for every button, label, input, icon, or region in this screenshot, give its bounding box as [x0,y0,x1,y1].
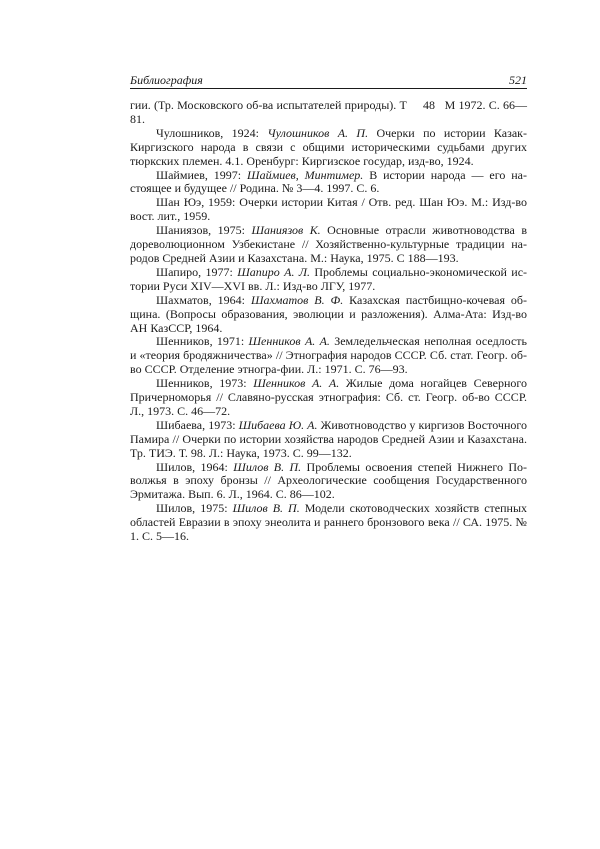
entry-text: Казахская пастбищно-кочевая община. (Вопросы образования, эволюции и разложения). Алма-Ата: Изд-во АН КазССР, 1964. [130,292,528,335]
entry-text: Основные отрасли животноводства в дореволюционном Узбекистане // Хозяйственно-культурные традиции народов Средней Азии и Казахстана. М.: Наука, 1975. С 188—193. [130,223,528,265]
bibliography-entry [130,196,527,224]
entry-text: Животноводство у киргизов Восточного Памира // Очерки по истории хозяйства народов Средней Азии и Казахстана. Тр. ТИЭ. Т. 98. Л.: Наука, 1973. С. 99—132. [130,417,527,460]
entry-author: Шапиро А. Л. [237,264,310,279]
entry-text: В истории народа — его настоящее и будущее // Родина. № 3—4. 1997. С. 6. [130,167,528,196]
bibliography-entry [130,461,527,503]
entry-author: Шилов В. П. [232,501,300,516]
bibliography-list [130,99,527,544]
entry-text: Модели скотоводческих хозяйств степных областей Евразии в эпоху энеолита и раннего бронзового века // СА. 1975. № 1. С. 5—16. [130,501,528,544]
bibliography-entry [130,224,527,266]
entry-author: Шенников А. А. [248,334,330,349]
entry-key: Шибаева, 1973: [156,417,236,432]
entry-author: Шилов В. П. [233,459,302,474]
entry-text: гии. (Тр. Московского об-ва испытателей природы). Т 48 М 1972. С. 66—81. [130,98,527,126]
entry-author: Шибаева Ю. А. [238,417,318,432]
entry-key: Шаймиев, 1997: [156,167,242,182]
entry-key: Шапиро, 1977: [156,264,233,279]
entry-key: Чулошников, 1924: [156,125,259,140]
entry-text: Очерки истории Китая / Отв. ред. Шан Юэ. М.: Изд-во вост. лит., 1959. [130,195,527,224]
entry-key: Шаниязов, 1975: [156,223,245,238]
entry-text: Земледельческая неполная оседлость и «теория бродяжничества» // Этнография народов СССР. Сб. стат. Геогр. об-во СССР. Отделение этногра-фии. Л.: 1971. С. 76—93. [130,334,528,377]
entry-text: Проблемы освоения степей Нижнего Поволжья в эпоху бронзы // Археологические сообщения Государственного Эрмитажа. Вып. 6. Л., 1964. С. 86—102. [130,459,528,502]
entry-author: Чулошников А. П. [267,125,369,140]
running-header [130,73,527,87]
entry-author: Шаниязов К. [251,223,321,238]
entry-key: Шилов, 1975: [156,501,228,516]
entry-text: Очерки по истории Казак-Киргизского народа в связи с общими историческими судьбами других тюркских племен. 4.1. Оренбург: Киргизское государ, изд-во, 1924. [130,125,527,168]
entry-author: Шаймиев, Минтимер. [247,167,364,182]
entry-text: Проблемы социально-экономической истории Руси XIV—XVI вв. Л.: Изд-во ЛГУ, 1977. [130,264,528,293]
bibliography-entry [130,335,527,377]
entry-key: Шенников, 1973: [156,376,247,391]
entry-key: Шан Юэ, 1959: [156,195,236,210]
header-rule [130,88,527,89]
bibliography-entry [130,502,527,544]
bibliography-entry [130,99,527,127]
entry-text: Жилые дома ногайцев Северного Причерноморья // Славяно-русская этнография: Сб. ст. Геогр. об-во СССР. Л., 1973. С. 46—72. [130,376,528,418]
entry-author: Шенников А. А. [253,376,340,391]
bibliography-entry [130,377,527,419]
bibliography-entry [130,127,527,169]
bibliography-entry [130,169,527,197]
bibliography-entry [130,294,527,336]
entry-key: Шилов, 1964: [156,459,228,474]
page-number: 521 [509,73,527,87]
bibliography-entry [130,266,527,294]
bibliography-entry [130,419,527,461]
entry-author: Шахматов В. Ф. [250,292,344,307]
header-title: Библиография [130,73,203,87]
entry-key: Шенников, 1971: [156,334,245,349]
entry-key: Шахматов, 1964: [156,292,245,307]
